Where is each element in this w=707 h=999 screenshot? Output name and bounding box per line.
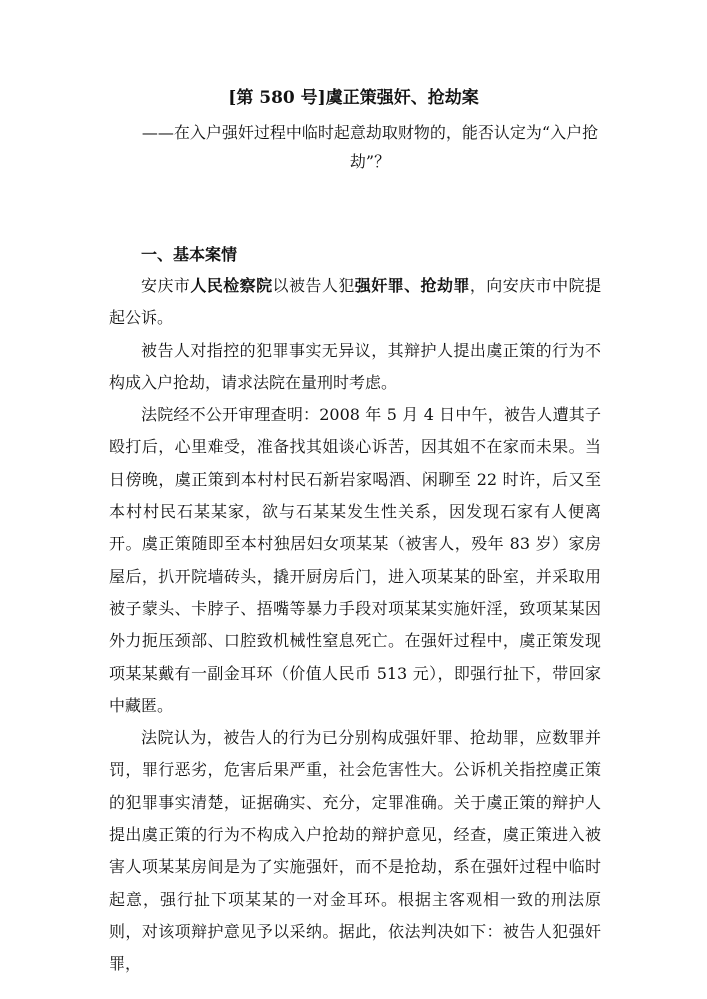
paragraph-facts: 法院经不公开审理查明：2008 年 5 月 4 日中午，被告人遭其子殴打后，心里难受，准备找其姐谈心诉苦，因其姐不在家而未果。当日傍晚，虞正策到本村村民石新岩家喝酒、闲聊至 22 时许，后又至本村村民石某某家，欲与石某某发生性关系，因发现石家有人便离开。虞正策随即至本村独居妇女项某某（被害人，殁年 83 岁）家房屋后，扒开院墙砖头，撬开厨房后门，进入项某某的卧室，并采取用被子蒙头、卡脖子、捂嘴等暴力手段对项某某实施奸淫，致项某某因外力扼压颈部、口腔致机械性窒息死亡。在强奸过程中，虞正策发现项某某戴有一副金耳环（价值人民币 513 元），即强行扯下，带回家中藏匿。: [109, 405, 601, 715]
paragraph-defense: 被告人对指控的犯罪事实无异议，其辩护人提出虞正策的行为不构成入户抢劫，请求法院在量刑时考虑。: [109, 340, 601, 392]
paragraph-1-procuratorate: 人民检察院: [190, 276, 273, 295]
paragraph-prosecution: [109, 270, 601, 335]
case-title: [第 580 号]虞正策强奸、抢劫案: [228, 88, 479, 108]
case-subtitle: ——在入户强奸过程中临时起意劫取财物的，能否认定为“入户抢劫”？: [141, 123, 599, 171]
document-body: [109, 270, 601, 981]
section-heading: 一、基本案情: [141, 245, 238, 264]
paragraph-1-lead: 安庆市: [141, 276, 191, 295]
paragraph-1-tail: ，向安庆市中院提起公诉。: [109, 276, 601, 328]
paragraph-court-opinion: 法院认为，被告人的行为已分别构成强奸罪、抢劫罪，应数罪并罚，罪行恶劣，危害后果严重，社会危害性大。公诉机关指控虞正策的犯罪事实清楚，证据确实、充分，定罪准确。关于虞正策的辩护人提出虞正策的行为不构成入户抢劫的辩护意见，经查，虞正策进入被害人项某某房间是为了实施强奸，而不是抢劫，系在强奸过程中临时起意，强行扯下项某某的一对金耳环。根据主客观相一致的刑法原则，对该项辩护意见予以采纳。据此，依法判决如下：被告人犯强奸罪，: [109, 728, 601, 974]
paragraph-1-middle: 以被告人犯: [272, 276, 355, 295]
paragraph-1-charges: 强奸罪、抢劫罪: [354, 276, 470, 295]
